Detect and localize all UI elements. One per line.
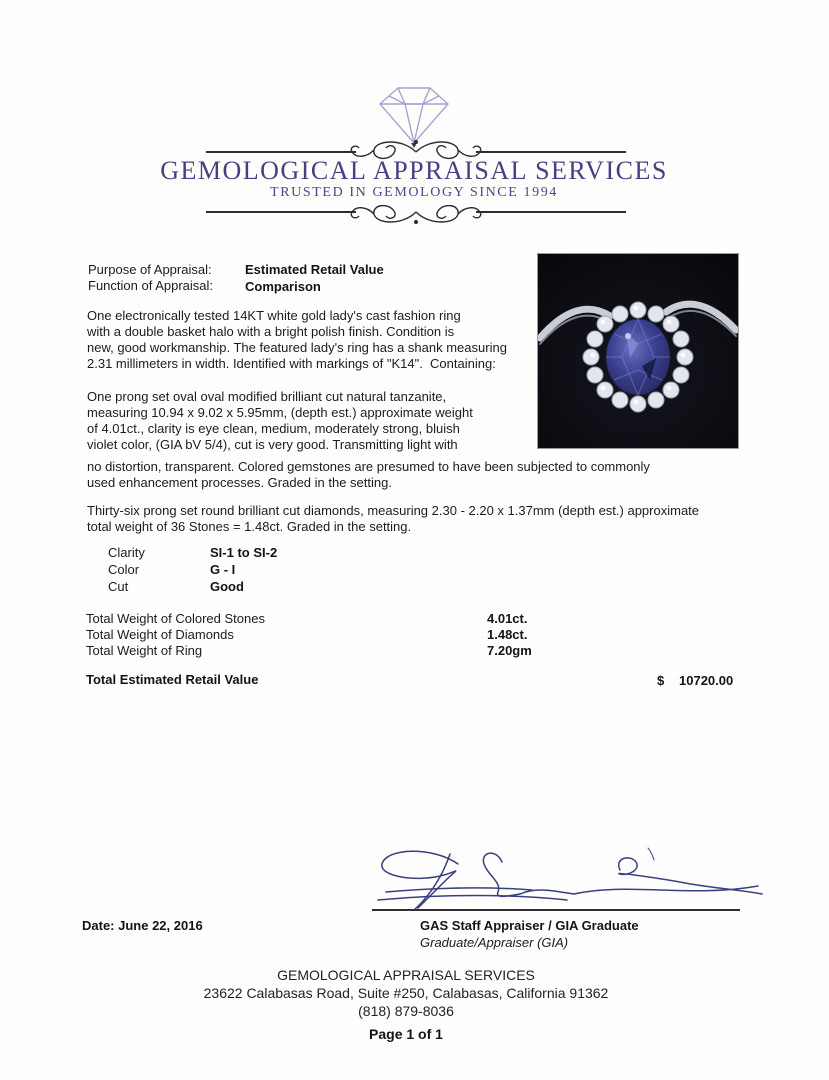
footer-company-name: GEMOLOGICAL APPRAISAL SERVICES <box>277 967 535 983</box>
footer-phone: (818) 879-8036 <box>358 1003 454 1019</box>
grade-label: Color <box>108 562 140 577</box>
footer-address: 23622 Calabasas Road, Suite #250, Calabasas, California 91362 <box>203 985 609 1001</box>
paragraph-line: used enhancement processes. Graded in the setting. <box>87 475 392 490</box>
page-indicator: Page 1 of 1 <box>369 1026 443 1042</box>
appraisal-date: Date: June 22, 2016 <box>82 918 203 933</box>
retail-value-label: Total Estimated Retail Value <box>86 672 259 687</box>
total-value: 1.48ct. <box>487 627 528 642</box>
company-title: GEMOLOGICAL APPRAISAL SERVICES <box>160 156 668 185</box>
handwritten-signature <box>362 836 770 916</box>
paragraph-line: with a double basket halo with a bright polish finish. Condition is <box>87 324 455 339</box>
retail-value-amount: 10720.00 <box>679 673 734 688</box>
paragraph-line: 2.31 millimeters in width. Identified with markings of "K14". Containing: <box>87 356 496 371</box>
total-label: Total Weight of Ring <box>86 643 203 658</box>
function-value: Comparison <box>245 279 321 294</box>
paragraph-line: no distortion, transparent. Colored gemstones are presumed to have been subjected to commonly <box>87 459 650 474</box>
signer-credential: Graduate/Appraiser (GIA) <box>420 935 569 950</box>
total-value: 7.20gm <box>487 643 532 658</box>
paragraph-line: violet color, (GIA bV 5/4), cut is very good. Transmitting light with <box>87 437 458 452</box>
ring-description-paragraph <box>87 308 507 372</box>
tanzanite-center-stone <box>606 319 670 395</box>
total-value: 4.01ct. <box>487 611 528 626</box>
grade-value: G - I <box>210 562 236 577</box>
total-label: Total Weight of Colored Stones <box>86 611 265 626</box>
paragraph-line: Thirty-six prong set round brilliant cut diamonds, measuring 2.30 - 2.20 x 1.37mm (depth est.) approximate <box>87 503 700 518</box>
footer-block <box>0 966 812 1043</box>
paragraph-line: new, good workmanship. The featured lady's ring has a shank measuring <box>87 340 507 355</box>
total-label: Total Weight of Diamonds <box>86 627 234 642</box>
paragraph-line: One electronically tested 14KT white gold lady's cast fashion ring <box>87 308 461 323</box>
grade-value: SI-1 to SI-2 <box>210 545 278 560</box>
diamonds-description-paragraph <box>87 503 699 535</box>
company-tagline: TRUSTED IN GEMOLOGY SINCE 1994 <box>270 185 558 200</box>
paragraph-line: of 4.01ct., clarity is eye clean, medium, moderately strong, bluish <box>87 421 460 436</box>
paragraph-line: One prong set oval oval modified brilliant cut natural tanzanite, <box>87 389 447 404</box>
currency-symbol: $ <box>657 673 665 688</box>
purpose-value: Estimated Retail Value <box>245 262 384 277</box>
grade-label: Clarity <box>108 545 145 560</box>
paragraph-line: total weight of 36 Stones = 1.48ct. Graded in the setting. <box>87 519 412 534</box>
function-label: Function of Appraisal: <box>88 278 214 293</box>
grade-label: Cut <box>108 579 129 594</box>
scroll-flourish-icon <box>206 200 626 226</box>
grade-value: Good <box>210 579 244 594</box>
purpose-label: Purpose of Appraisal: <box>88 262 212 277</box>
signer-title: GAS Staff Appraiser / GIA Graduate <box>420 918 639 933</box>
tanzanite-description-paragraph <box>87 389 650 491</box>
paragraph-line: measuring 10.94 x 9.02 x 5.95mm, (depth est.) approximate weight <box>87 405 473 420</box>
